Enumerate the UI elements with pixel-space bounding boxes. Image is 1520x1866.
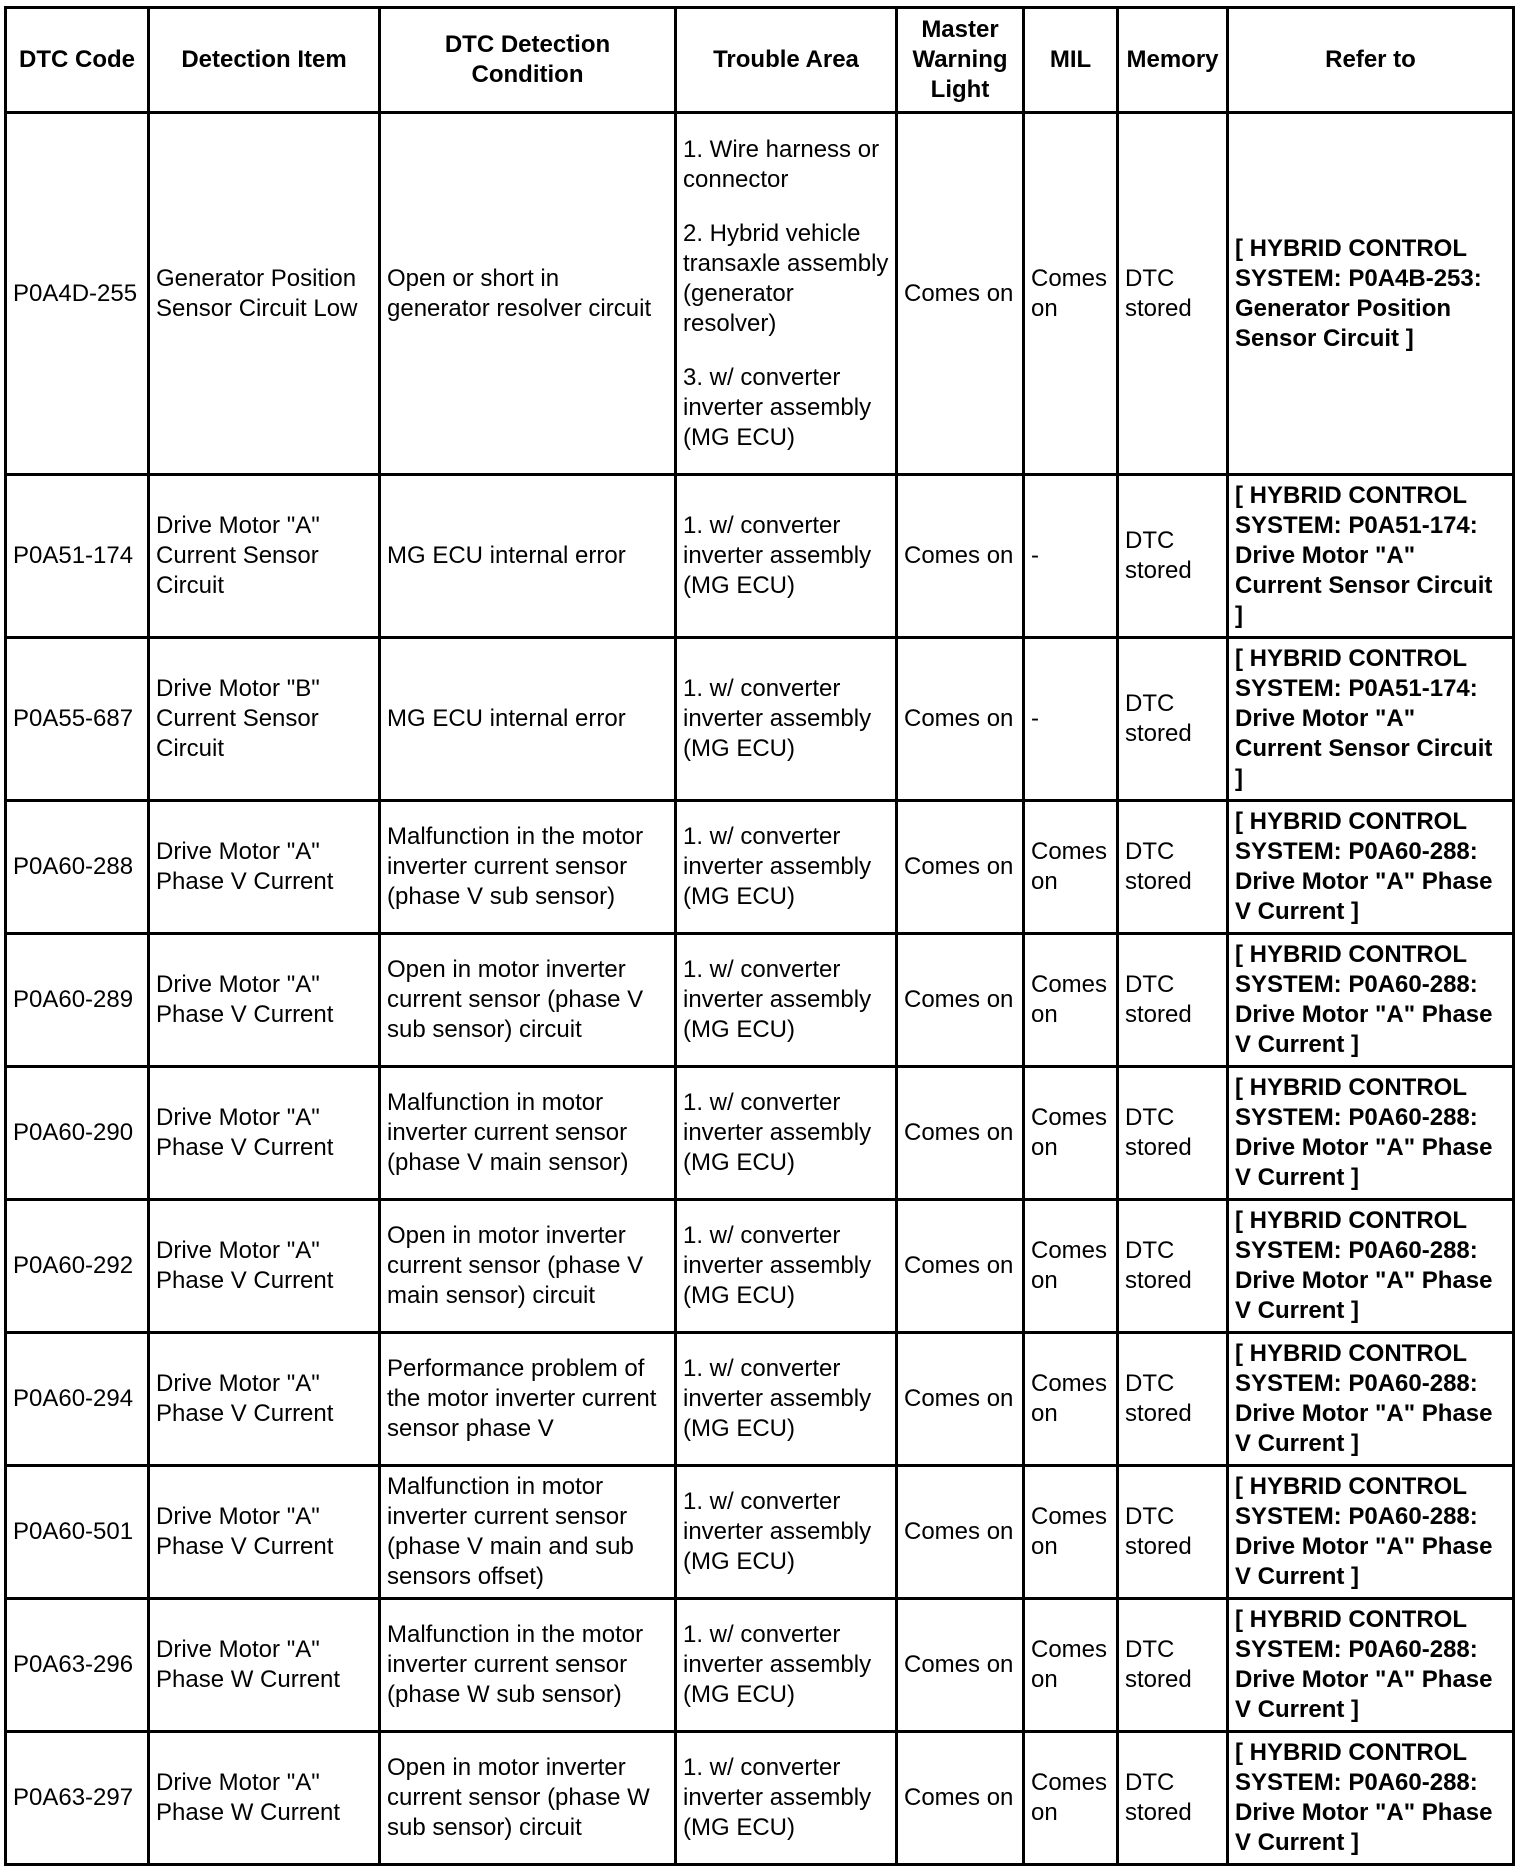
detection-condition-cell: Open or short in generator resolver circuit	[380, 113, 676, 475]
detection-condition-cell: Malfunction in motor inverter current sensor (phase V main sensor)	[380, 1067, 676, 1200]
detection-item-cell: Drive Motor "A" Phase V Current	[149, 1333, 380, 1466]
mil-cell: Comes on	[1024, 1466, 1118, 1599]
trouble-area-cell	[676, 1200, 897, 1333]
refer-to-cell: [ HYBRID CONTROL SYSTEM: P0A60-288: Drive Motor "A" Phase V Current ]	[1228, 934, 1514, 1067]
memory-cell: DTC stored	[1118, 1732, 1228, 1865]
detection-condition-cell: MG ECU internal error	[380, 638, 676, 801]
trouble-area-item: 1. w/ converter inverter assembly (MG ECU)	[683, 1621, 872, 1708]
trouble-area-item: 2. Hybrid vehicle transaxle assembly (generator resolver)	[683, 219, 889, 337]
table-row	[6, 801, 1514, 934]
dtc-code-cell: P0A60-290	[6, 1067, 149, 1200]
memory-cell: DTC stored	[1118, 1599, 1228, 1732]
master-warning-cell: Comes on	[897, 934, 1024, 1067]
master-warning-cell: Comes on	[897, 1067, 1024, 1200]
refer-to-cell: [ HYBRID CONTROL SYSTEM: P0A4B-253: Generator Position Sensor Circuit ]	[1228, 113, 1514, 475]
memory-cell: DTC stored	[1118, 113, 1228, 475]
header-master-warning-light: Master Warning Light	[897, 8, 1024, 113]
memory-cell: DTC stored	[1118, 801, 1228, 934]
dtc-code-cell: P0A4D-255	[6, 113, 149, 475]
memory-cell: DTC stored	[1118, 475, 1228, 638]
memory-cell: DTC stored	[1118, 934, 1228, 1067]
trouble-area-cell	[676, 113, 897, 475]
refer-to-cell: [ HYBRID CONTROL SYSTEM: P0A60-288: Drive Motor "A" Phase V Current ]	[1228, 1732, 1514, 1865]
detection-item-cell: Drive Motor "A" Phase V Current	[149, 1067, 380, 1200]
dtc-code-cell: P0A51-174	[6, 475, 149, 638]
dtc-code-cell: P0A60-501	[6, 1466, 149, 1599]
detection-item-cell: Drive Motor "A" Current Sensor Circuit	[149, 475, 380, 638]
refer-to-cell: [ HYBRID CONTROL SYSTEM: P0A51-174: Drive Motor "A" Current Sensor Circuit ]	[1228, 475, 1514, 638]
trouble-area-item: 1. w/ converter inverter assembly (MG ECU)	[683, 1754, 872, 1841]
detection-condition-cell: Performance problem of the motor inverter current sensor phase V	[380, 1333, 676, 1466]
table-row	[6, 1333, 1514, 1466]
table-row	[6, 934, 1514, 1067]
detection-condition-cell: Open in motor inverter current sensor (phase V main sensor) circuit	[380, 1200, 676, 1333]
master-warning-cell: Comes on	[897, 475, 1024, 638]
mil-cell: Comes on	[1024, 1333, 1118, 1466]
mil-cell: Comes on	[1024, 1732, 1118, 1865]
dtc-table	[4, 6, 1515, 1866]
table-row	[6, 1732, 1514, 1865]
dtc-code-cell: P0A60-289	[6, 934, 149, 1067]
header-detection-condition: DTC Detection Condition	[380, 8, 676, 113]
memory-cell: DTC stored	[1118, 638, 1228, 801]
mil-cell: -	[1024, 475, 1118, 638]
header-memory: Memory	[1118, 8, 1228, 113]
header-mil: MIL	[1024, 8, 1118, 113]
mil-cell: Comes on	[1024, 934, 1118, 1067]
header-row	[6, 8, 1514, 113]
detection-condition-cell: Malfunction in the motor inverter current sensor (phase W sub sensor)	[380, 1599, 676, 1732]
trouble-area-cell	[676, 475, 897, 638]
detection-item-cell: Drive Motor "A" Phase W Current	[149, 1599, 380, 1732]
detection-item-cell: Drive Motor "A" Phase V Current	[149, 934, 380, 1067]
trouble-area-cell	[676, 1067, 897, 1200]
trouble-area-cell	[676, 1333, 897, 1466]
trouble-area-cell	[676, 1599, 897, 1732]
dtc-code-cell: P0A63-297	[6, 1732, 149, 1865]
header-detection-item: Detection Item	[149, 8, 380, 113]
trouble-area-item: 1. w/ converter inverter assembly (MG ECU)	[683, 1488, 872, 1575]
master-warning-cell: Comes on	[897, 113, 1024, 475]
trouble-area-cell	[676, 934, 897, 1067]
master-warning-cell: Comes on	[897, 1466, 1024, 1599]
detection-condition-cell: Malfunction in motor inverter current sensor (phase V main and sub sensors offset)	[380, 1466, 676, 1599]
trouble-area-cell	[676, 801, 897, 934]
detection-item-cell: Drive Motor "A" Phase V Current	[149, 1200, 380, 1333]
trouble-area-item: 1. w/ converter inverter assembly (MG ECU)	[683, 512, 872, 599]
trouble-area-item: 1. w/ converter inverter assembly (MG ECU)	[683, 1089, 872, 1176]
memory-cell: DTC stored	[1118, 1200, 1228, 1333]
mil-cell: Comes on	[1024, 1067, 1118, 1200]
refer-to-cell: [ HYBRID CONTROL SYSTEM: P0A60-288: Drive Motor "A" Phase V Current ]	[1228, 1466, 1514, 1599]
trouble-area-cell	[676, 1466, 897, 1599]
refer-to-cell: [ HYBRID CONTROL SYSTEM: P0A60-288: Drive Motor "A" Phase V Current ]	[1228, 801, 1514, 934]
header-trouble-area: Trouble Area	[676, 8, 897, 113]
trouble-area-item: 1. w/ converter inverter assembly (MG ECU)	[683, 675, 872, 762]
detection-condition-cell: Malfunction in the motor inverter current sensor (phase V sub sensor)	[380, 801, 676, 934]
master-warning-cell: Comes on	[897, 1599, 1024, 1732]
table-row	[6, 1200, 1514, 1333]
detection-item-cell: Drive Motor "A" Phase V Current	[149, 1466, 380, 1599]
refer-to-cell: [ HYBRID CONTROL SYSTEM: P0A60-288: Drive Motor "A" Phase V Current ]	[1228, 1200, 1514, 1333]
table-row	[6, 1067, 1514, 1200]
refer-to-cell: [ HYBRID CONTROL SYSTEM: P0A51-174: Drive Motor "A" Current Sensor Circuit ]	[1228, 638, 1514, 801]
refer-to-cell: [ HYBRID CONTROL SYSTEM: P0A60-288: Drive Motor "A" Phase V Current ]	[1228, 1067, 1514, 1200]
mil-cell: Comes on	[1024, 1200, 1118, 1333]
header-refer-to: Refer to	[1228, 8, 1514, 113]
table-row	[6, 475, 1514, 638]
trouble-area-item: 1. w/ converter inverter assembly (MG ECU)	[683, 1222, 872, 1309]
master-warning-cell: Comes on	[897, 1200, 1024, 1333]
mil-cell: Comes on	[1024, 1599, 1118, 1732]
table-row	[6, 1599, 1514, 1732]
memory-cell: DTC stored	[1118, 1067, 1228, 1200]
dtc-code-cell: P0A60-292	[6, 1200, 149, 1333]
master-warning-cell: Comes on	[897, 801, 1024, 934]
table-row	[6, 1466, 1514, 1599]
dtc-code-cell: P0A63-296	[6, 1599, 149, 1732]
trouble-area-item: 1. w/ converter inverter assembly (MG ECU)	[683, 823, 872, 910]
table-row	[6, 638, 1514, 801]
detection-item-cell: Drive Motor "A" Phase W Current	[149, 1732, 380, 1865]
memory-cell: DTC stored	[1118, 1466, 1228, 1599]
dtc-code-cell: P0A60-288	[6, 801, 149, 934]
detection-condition-cell: Open in motor inverter current sensor (phase W sub sensor) circuit	[380, 1732, 676, 1865]
master-warning-cell: Comes on	[897, 1732, 1024, 1865]
trouble-area-cell	[676, 638, 897, 801]
table-row	[6, 113, 1514, 475]
trouble-area-item: 1. Wire harness or connector	[683, 135, 880, 193]
refer-to-cell: [ HYBRID CONTROL SYSTEM: P0A60-288: Drive Motor "A" Phase V Current ]	[1228, 1333, 1514, 1466]
refer-to-cell: [ HYBRID CONTROL SYSTEM: P0A60-288: Drive Motor "A" Phase V Current ]	[1228, 1599, 1514, 1732]
detection-item-cell: Drive Motor "B" Current Sensor Circuit	[149, 638, 380, 801]
trouble-area-cell	[676, 1732, 897, 1865]
detection-item-cell: Drive Motor "A" Phase V Current	[149, 801, 380, 934]
detection-item-cell: Generator Position Sensor Circuit Low	[149, 113, 380, 475]
mil-cell: -	[1024, 638, 1118, 801]
mil-cell: Comes on	[1024, 801, 1118, 934]
trouble-area-item: 1. w/ converter inverter assembly (MG ECU)	[683, 956, 872, 1043]
mil-cell: Comes on	[1024, 113, 1118, 475]
master-warning-cell: Comes on	[897, 638, 1024, 801]
trouble-area-item: 1. w/ converter inverter assembly (MG ECU)	[683, 1355, 872, 1442]
dtc-code-cell: P0A55-687	[6, 638, 149, 801]
memory-cell: DTC stored	[1118, 1333, 1228, 1466]
dtc-table-container	[4, 6, 1512, 1866]
detection-condition-cell: MG ECU internal error	[380, 475, 676, 638]
header-dtc-code: DTC Code	[6, 8, 149, 113]
detection-condition-cell: Open in motor inverter current sensor (phase V sub sensor) circuit	[380, 934, 676, 1067]
master-warning-cell: Comes on	[897, 1333, 1024, 1466]
dtc-code-cell: P0A60-294	[6, 1333, 149, 1466]
trouble-area-item: 3. w/ converter inverter assembly (MG ECU)	[683, 363, 872, 451]
